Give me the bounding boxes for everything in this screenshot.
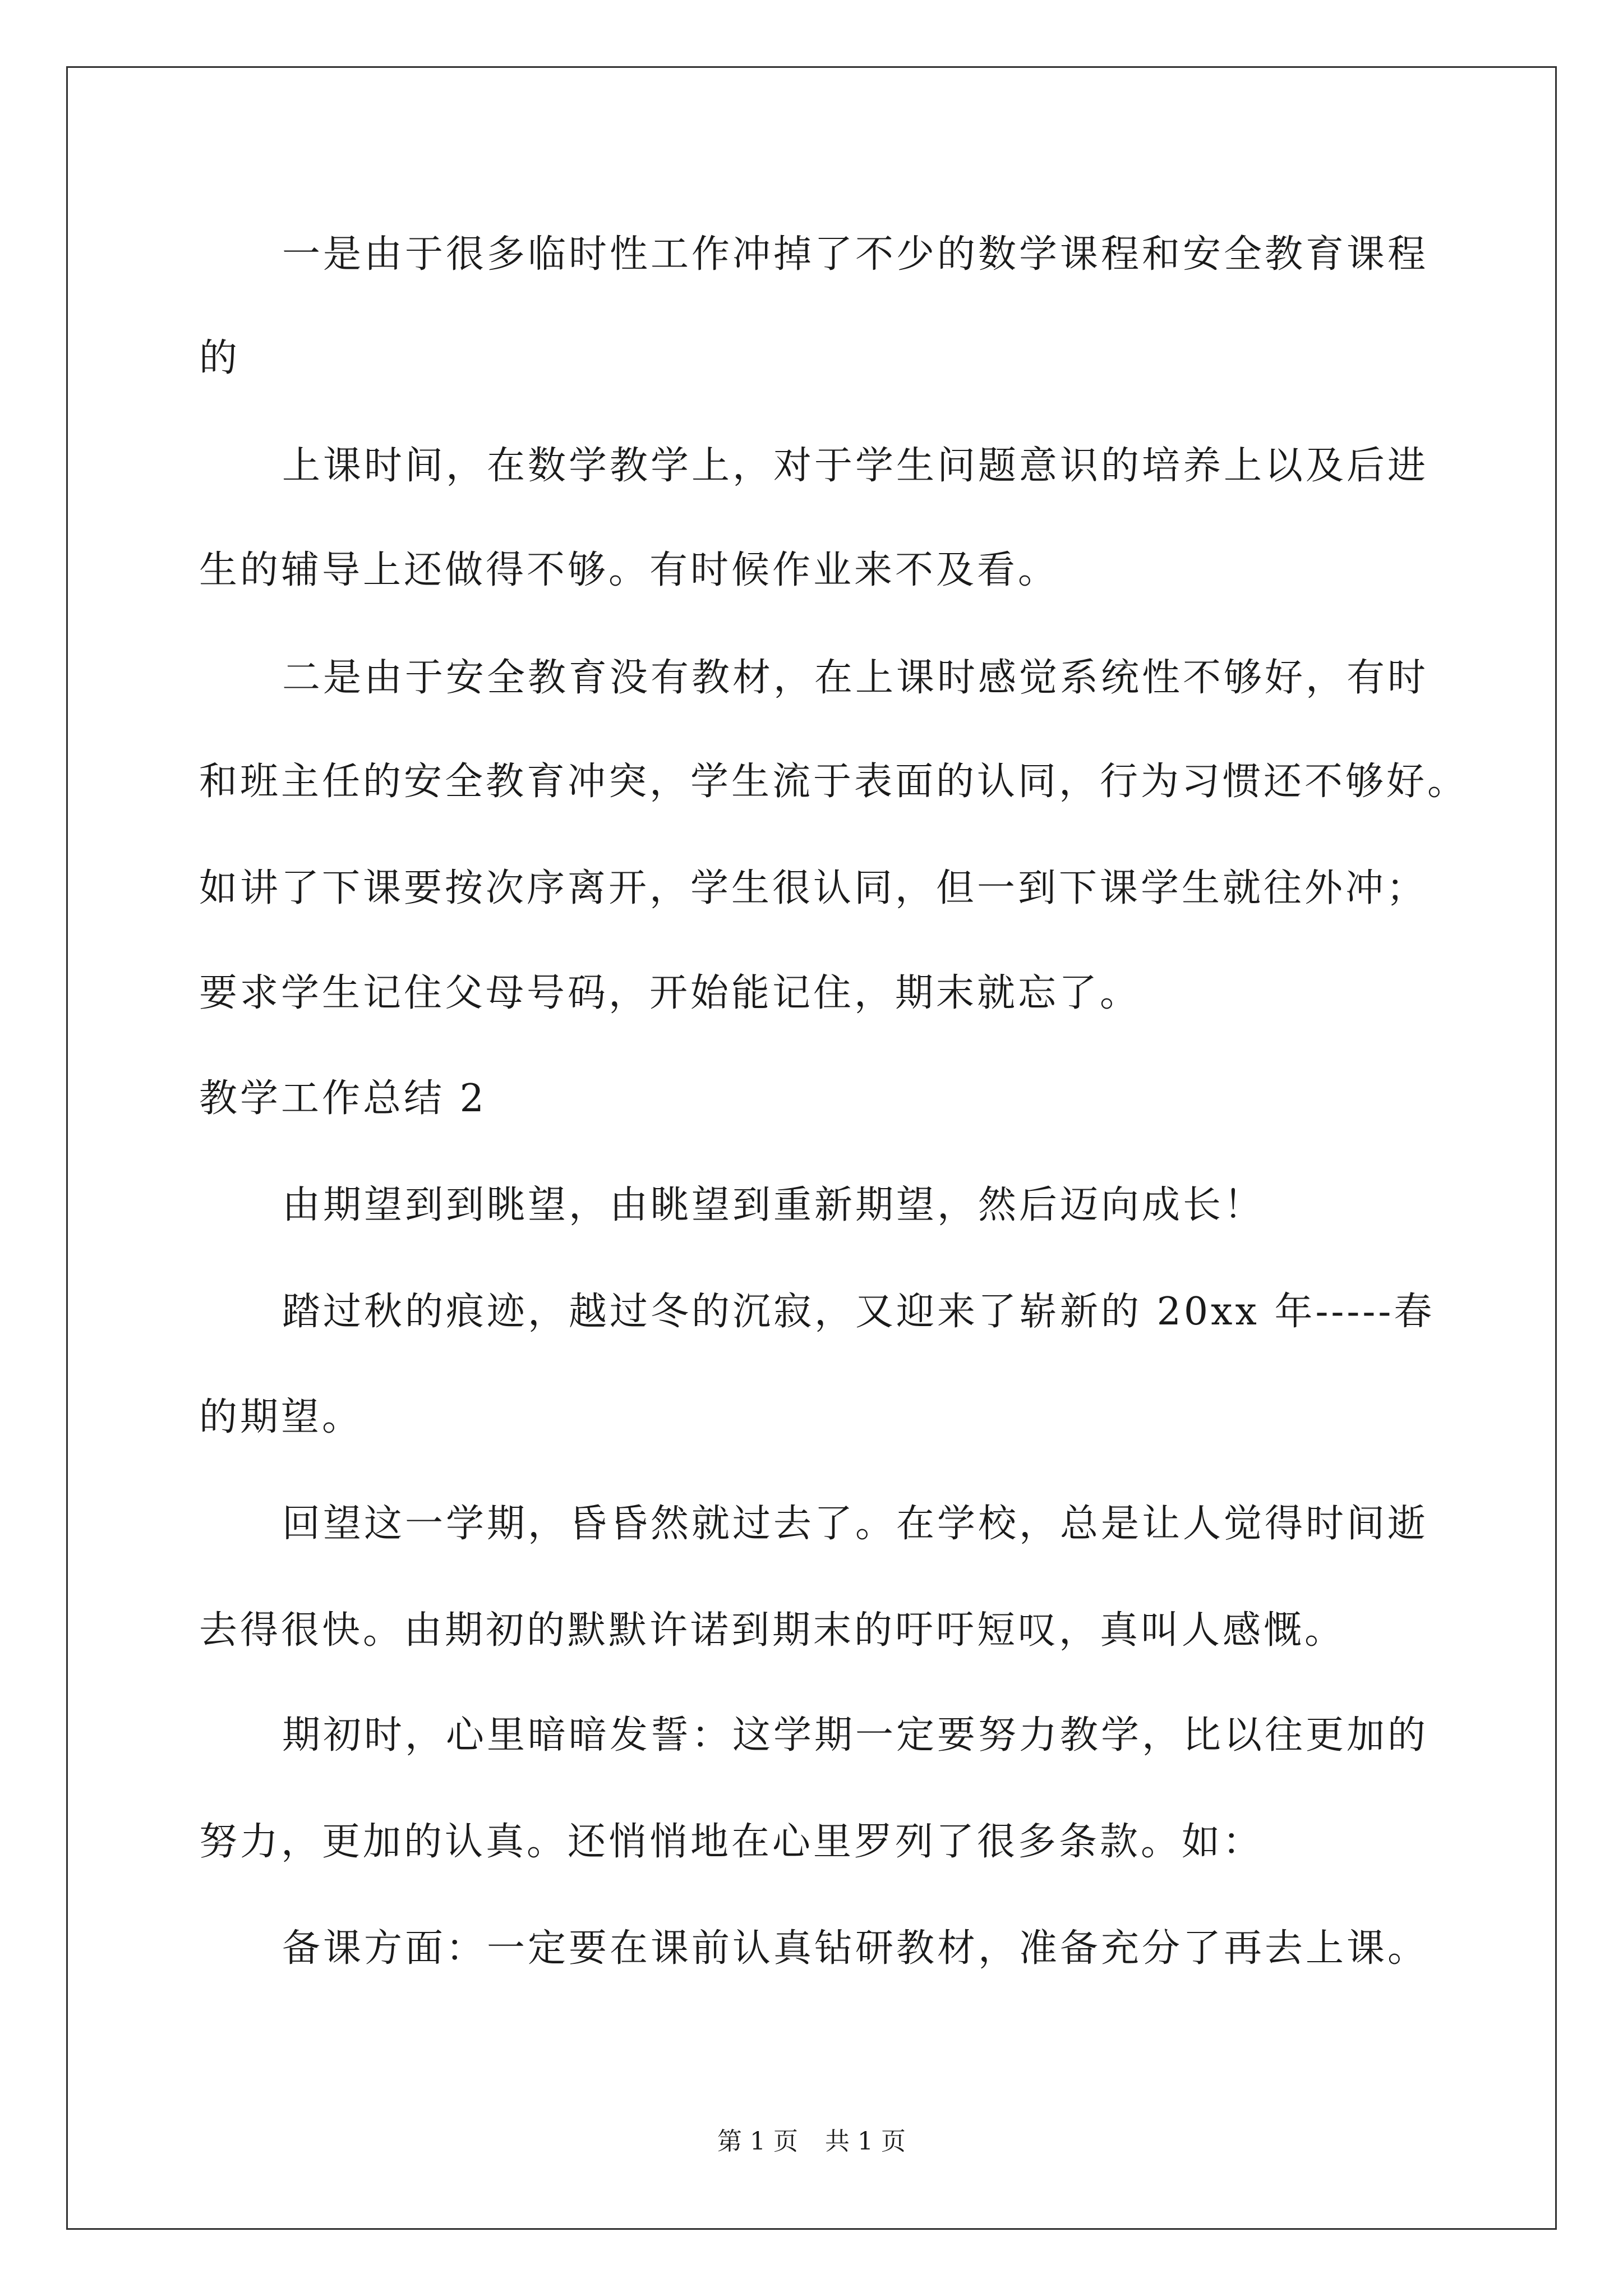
page-border: [66, 66, 1557, 2230]
text-line: 的: [199, 336, 241, 380]
text-line: 二是由于安全教育没有教材，在上课时感觉系统性不够好，有时: [282, 656, 1429, 700]
text-line: 和班主任的安全教育冲突，学生流于表面的认同，行为习惯还不够好。: [199, 760, 1469, 804]
text-line: 期初时，心里暗暗发誓：这学期一定要努力教学，比以往更加的: [282, 1713, 1429, 1757]
page-total: 共 1 页: [825, 2127, 906, 2156]
text-line: 的期望。: [199, 1395, 363, 1439]
text-line: 回望这一学期，昏昏然就过去了。在学校，总是让人觉得时间逝: [282, 1502, 1429, 1546]
text-line: 上课时间，在数学教学上，对于学生问题意识的培养上以及后进: [282, 444, 1429, 488]
text-line: 由期望到到眺望，由眺望到重新期望，然后迈向成长！: [282, 1183, 1265, 1227]
text-line: 去得很快。由期初的默默许诺到期末的吁吁短叹，真叫人感慨。: [199, 1608, 1346, 1653]
text-line: 如讲了下课要按次序离开，学生很认同，但一到下课学生就往外冲；: [199, 866, 1428, 910]
page-footer: [0, 2129, 1623, 2154]
text-line: 要求学生记住父母号码，开始能记住，期末就忘了。: [199, 971, 1141, 1015]
text-line: 生的辅导上还做得不够。有时候作业来不及看。: [199, 548, 1059, 592]
page-number: 第 1 页: [717, 2127, 798, 2156]
section-heading: 教学工作总结 2: [199, 1076, 487, 1121]
text-line: 备课方面：一定要在课前认真钻研教材，准备充分了再去上课。: [282, 1926, 1429, 1971]
text-line: 踏过秋的痕迹，越过冬的沉寂，又迎来了崭新的 20xx 年-----春: [282, 1290, 1435, 1334]
text-line: 努力，更加的认真。还悄悄地在心里罗列了很多条款。如：: [199, 1820, 1264, 1864]
text-line: 一是由于很多临时性工作冲掉了不少的数学课程和安全教育课程: [282, 232, 1429, 277]
